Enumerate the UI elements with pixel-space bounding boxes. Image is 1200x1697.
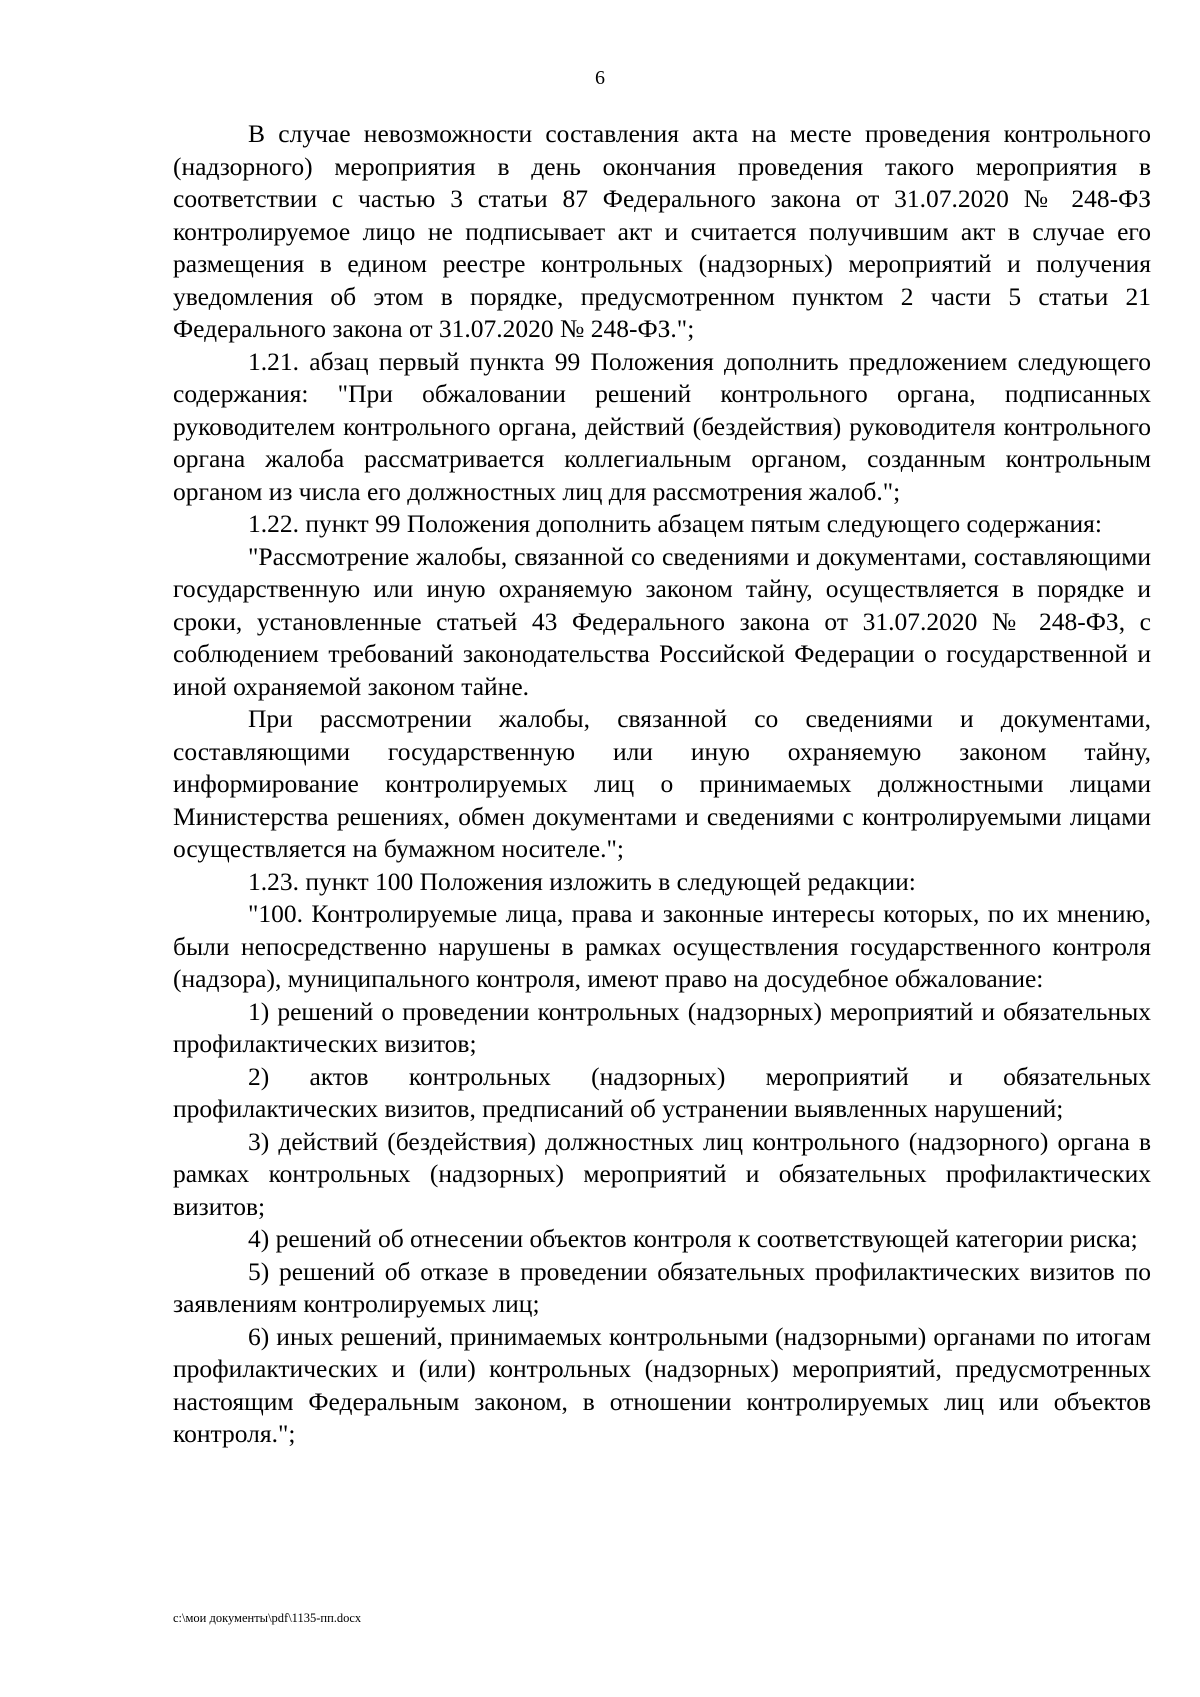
paragraph-secret-complaint: "Рассмотрение жалобы, связанной со сведениями и документами, составляющими государственную или иную охраняемую законом тайну, осуществляется в порядке и сроки, установленные статьей 43 Федерального закона от 31.07.2020 № 248-ФЗ, с соблюдением требований законодательства Российской Федерации о государственной и иной охраняемой законом тайне. bbox=[173, 541, 1151, 701]
paragraph-1-22: 1.22. пункт 99 Положения дополнить абзацем пятым следующего содержания: bbox=[248, 509, 1102, 538]
paragraph-paper-exchange: При рассмотрении жалобы, связанной со сведениями и документами, составляющими государственную или иную охраняемую законом тайну, информирование контролируемых лиц о принимаемых должностными лицами Министерства решениях, обмен документами и сведениями с контролируемыми лицами осуществляется на бумажном носителе."; bbox=[173, 704, 1151, 863]
paragraph-act-signing: В случае невозможности составления акта на месте проведения контрольного (надзорного) мероприятия в день окончания проведения такого мероприятия в соответствии с частью 3 статьи 87 Федерального закона от 31.07.2020 № 248-ФЗ контролируемое лицо не подписывает акт и считается получившим акт в случае его размещения в едином реестре контрольных (надзорных) мероприятий и получения уведомления об этом в порядке, предусмотренном пунктом 2 части 5 статьи 21 Федерального закона от 31.07.2020 № 248-ФЗ."; bbox=[173, 119, 1151, 343]
list-item-2: 2) актов контрольных (надзорных) мероприятий и обязательных профилактических визитов, предписаний об устранении выявленных нарушений; bbox=[173, 1061, 1151, 1123]
list-item-4: 4) решений об отнесении объектов контроля к соответствующей категории риска; bbox=[248, 1224, 1138, 1253]
document-body bbox=[173, 118, 1151, 1451]
paragraph-100: "100. Контролируемые лица, права и законные интересы которых, по их мнению, были непосредственно нарушены в рамках осуществления государственного контроля (надзора), муниципального контроля, имеют право на досудебное обжалование: bbox=[173, 899, 1151, 993]
page-number: 6 bbox=[595, 67, 605, 89]
list-item-6: 6) иных решений, принимаемых контрольными (надзорными) органами по итогам профилактических и (или) контрольных (надзорных) мероприятий, предусмотренных настоящим Федеральным законом, в отношении контролируемых лиц или объектов контроля."; bbox=[173, 1321, 1151, 1448]
footer-file-path: c:\мои документы\pdf\1135-пп.docx bbox=[173, 1611, 362, 1625]
list-item-5: 5) решений об отказе в проведении обязательных профилактических визитов по заявлениям контролируемых лиц; bbox=[173, 1256, 1151, 1318]
paragraph-1-23: 1.23. пункт 100 Положения изложить в следующей редакции: bbox=[248, 866, 916, 896]
paragraph-1-21: 1.21. абзац первый пункта 99 Положения дополнить предложением следующего содержания: "При обжаловании решений контрольного органа, подписанных руководителем контрольного органа, действий (бездействия) руководителя контрольного органа жалоба рассматривается коллегиальным органом, созданным контрольным органом из числа его должностных лиц для рассмотрения жалоб."; bbox=[173, 346, 1151, 506]
list-item-3: 3) действий (бездействия) должностных лиц контрольного (надзорного) органа в рамках контрольных (надзорных) мероприятий и обязательных профилактических визитов; bbox=[173, 1126, 1151, 1221]
list-item-1: 1) решений о проведении контрольных (надзорных) мероприятий и обязательных профилактических визитов; bbox=[173, 996, 1151, 1058]
